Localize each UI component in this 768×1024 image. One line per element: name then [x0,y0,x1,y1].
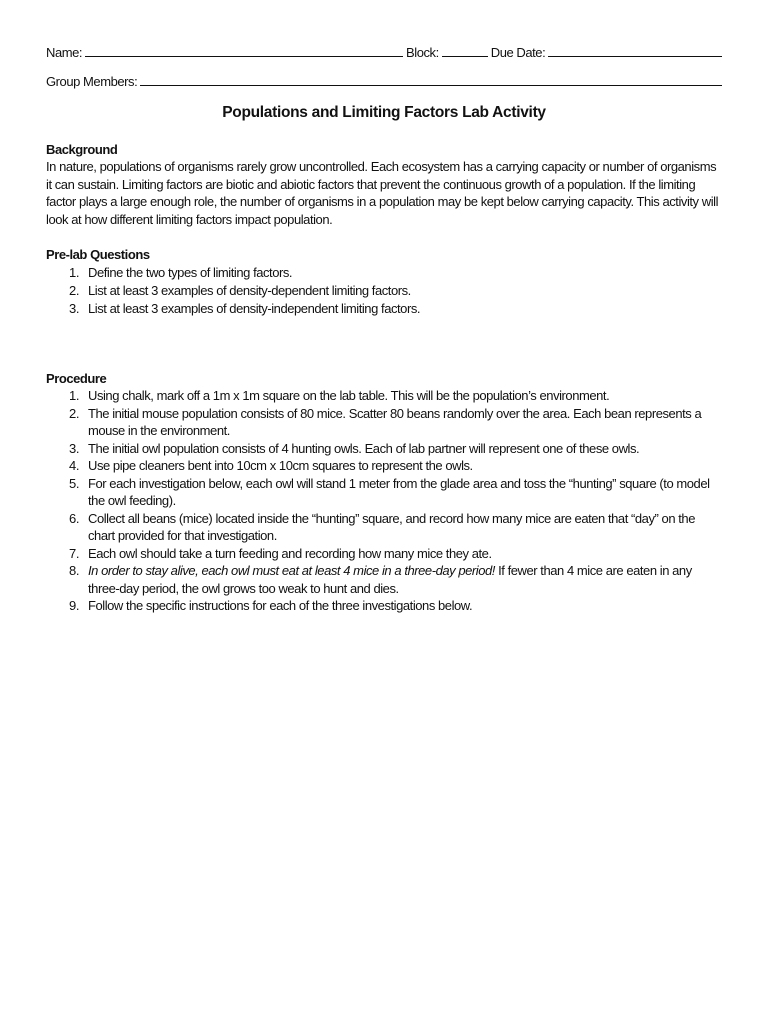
step-text: Follow the specific instructions for each of the three investigations below. [88,598,473,613]
prelab-question-list [46,264,722,318]
list-item [46,510,722,545]
group-members-blank[interactable] [140,73,722,86]
page-title: Populations and Limiting Factors Lab Activity [222,104,546,121]
list-item [46,405,722,440]
step-number: 5. [69,475,79,491]
group-members-row [46,73,722,93]
prelab-heading: Pre-lab Questions [46,247,150,262]
list-item [46,597,722,615]
due-date-label: Due Date: [490,45,546,60]
list-item [46,545,722,563]
step-number: 3. [69,440,79,456]
name-label: Name: [46,45,83,60]
step-number: 7. [69,545,79,561]
question-text: List at least 3 examples of density-dependent limiting factors. [88,282,411,298]
question-text: List at least 3 examples of density-independent limiting factors. [88,300,421,316]
list-item [46,264,722,282]
step-number: 6. [69,510,79,526]
step-number: 1. [69,388,79,403]
name-block-due-row [46,44,722,64]
list-item [46,562,722,597]
block-blank[interactable] [442,44,488,57]
background-heading: Background [46,141,118,157]
step-text [88,562,722,597]
due-date-blank[interactable] [548,44,722,57]
question-number: 1. [69,264,79,280]
question-number: 3. [69,300,79,316]
list-item [46,457,722,475]
procedure-section [46,370,722,615]
list-item [46,282,722,300]
list-item [46,300,722,318]
question-text: Define the two types of limiting factors. [88,264,293,280]
step-number: 8. [69,563,79,578]
list-item [46,387,722,405]
background-text: In nature, populations of organisms rarely grow uncontrolled. Each ecosystem has a carrying capacity or number of organisms it can sustain. Limiting factors are biotic and abiotic factors that prevent the continuous growth of a population. If the limiting factor plays a large enough role, the number of organisms in a population may be kept below carrying capacity. This activity will look at how different limiting factors impact population. [46,159,719,227]
step-text: Each owl should take a turn feeding and recording how many mice they ate. [88,545,492,561]
step-number: 9. [69,598,79,613]
step-number: 2. [69,405,79,421]
step-text: The initial owl population consists of 4 hunting owls. Each of lab partner will represent one of these owls. [88,440,640,456]
block-label: Block: [406,45,439,60]
step-number: 4. [69,458,79,473]
step-text: For each investigation below, each owl will stand 1 meter from the glade area and toss the “hunting” square (to model the owl feeding). [88,475,710,508]
step-rest-text: If fewer than 4 mice are eaten in any three-day period, the owl grows too weak to hunt and dies. [88,563,692,596]
group-members-label: Group Members: [46,74,138,89]
name-blank[interactable] [85,44,403,57]
step-emphasis-text: In order to stay alive, each owl must eat at least 4 mice in a three-day period! [88,563,495,578]
step-text: Use pipe cleaners bent into 10cm x 10cm squares to represent the owls. [88,458,473,473]
procedure-heading: Procedure [46,370,107,386]
background-section [46,141,722,229]
step-text: The initial mouse population consists of 80 mice. Scatter 80 beans randomly over the area. Each bean represents a mouse in the environment. [88,405,702,438]
procedure-step-list [46,387,722,615]
step-text: Using chalk, mark off a 1m x 1m square on the lab table. This will be the population’s environment. [88,388,610,403]
list-item [46,440,722,458]
step-text: Collect all beans (mice) located inside the “hunting” square, and record how many mice are eaten that “day” on the chart provided for that investigation. [88,510,695,543]
question-number: 2. [69,282,79,298]
prelab-section [46,246,722,318]
list-item [46,475,722,510]
